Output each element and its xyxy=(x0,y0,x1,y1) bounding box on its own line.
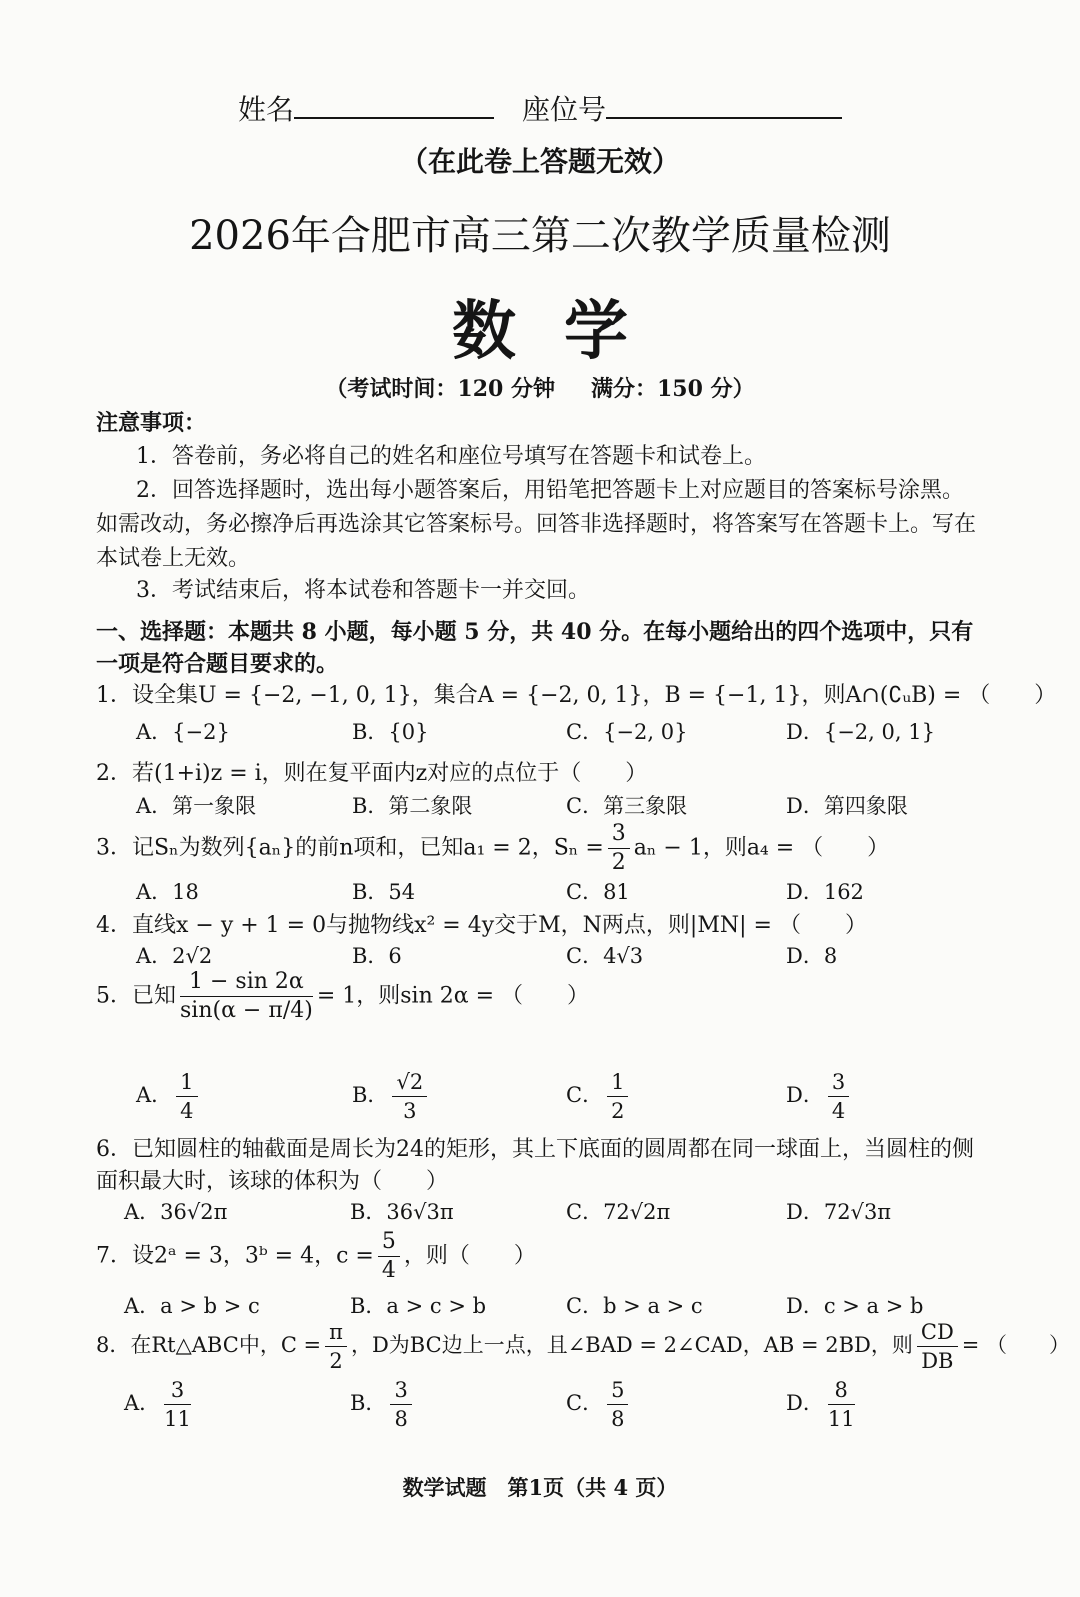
notes-heading: 注意事项： xyxy=(96,410,207,436)
note-item: 1．答卷前，务必将自己的姓名和座位号填写在答题卡和试卷上。 xyxy=(136,444,766,469)
seat-label: 座位号 xyxy=(522,93,607,126)
option-c: C．4√3 xyxy=(566,944,644,968)
fraction xyxy=(176,1068,197,1125)
fraction xyxy=(180,968,313,1025)
fraction-num: 1 xyxy=(176,1068,197,1097)
question-stem xyxy=(96,820,889,877)
fraction xyxy=(164,1376,191,1433)
option-a: A．a > b > c xyxy=(124,1294,260,1318)
fraction xyxy=(917,1318,958,1375)
option-b: B．54 xyxy=(352,880,416,904)
fraction xyxy=(828,1376,855,1433)
stem-text: ，则（ ） xyxy=(403,1243,536,1269)
fraction-den: DB xyxy=(921,1349,954,1373)
fraction xyxy=(608,820,630,877)
option-d: D．162 xyxy=(786,880,864,904)
option-b: B．第二象限 xyxy=(352,794,473,818)
fraction-num: CD xyxy=(917,1318,958,1347)
fraction-num: 3 xyxy=(164,1376,191,1405)
option-d: D．c > a > b xyxy=(786,1294,924,1318)
fraction-num: 3 xyxy=(828,1068,849,1097)
option-a: A．第一象限 xyxy=(136,794,257,818)
stem-text: 8．在Rt△ABC中，C = xyxy=(96,1333,322,1357)
option-label: B． xyxy=(352,1083,389,1107)
fraction-den: 8 xyxy=(611,1407,625,1431)
fraction-den: sin(α − π/4) xyxy=(180,998,313,1023)
stem-text: = （ ） xyxy=(961,1333,1071,1357)
option-d: D．72√3π xyxy=(786,1200,892,1224)
section-heading: 一、选择题：本题共 8 小题，每小题 5 分，共 40 分。在每小题给出的四个选项中，只有一项是符合题目要求的。 xyxy=(96,619,974,677)
fraction-den: 11 xyxy=(164,1407,191,1431)
fraction-den: 4 xyxy=(180,1099,194,1123)
option-b: B．{0} xyxy=(352,720,429,744)
exam-timing xyxy=(0,372,1080,403)
page-footer: 数学试题 第1页（共 4 页） xyxy=(402,1475,678,1500)
option-label: B． xyxy=(350,1391,387,1415)
fraction-num: 3 xyxy=(608,820,630,849)
option-a: A．18 xyxy=(136,880,199,904)
option-c: C．81 xyxy=(566,880,630,904)
option-b: B．6 xyxy=(352,944,402,968)
option-c: C．72√2π xyxy=(566,1200,671,1224)
option-c: C．b > a > c xyxy=(566,1294,703,1318)
subject-title: 数学 xyxy=(452,294,676,369)
note-item: 3．考试结束后，将本试卷和答题卡一并交回。 xyxy=(136,578,590,603)
option-c xyxy=(566,1068,632,1125)
option-label: A． xyxy=(136,1083,173,1107)
fraction-den: 11 xyxy=(827,1407,855,1431)
fraction-den: 2 xyxy=(611,1099,625,1123)
question-stem xyxy=(96,1228,536,1285)
option-b xyxy=(350,1376,416,1433)
fraction-den: 2 xyxy=(329,1349,343,1373)
option-label: D． xyxy=(786,1083,824,1107)
stem-text: 7．设2ᵃ = 3，3ᵇ = 4，c = xyxy=(96,1243,374,1269)
fraction-num: 1 xyxy=(607,1068,628,1097)
option-label: C． xyxy=(566,1083,604,1107)
option-c: C．{−2, 0} xyxy=(566,720,688,744)
stem-text: ，D为BC边上一点，且∠BAD = 2∠CAD，AB = 2BD，则 xyxy=(350,1333,913,1357)
option-a xyxy=(124,1376,195,1433)
option-label: A． xyxy=(124,1391,161,1415)
option-c: C．第三象限 xyxy=(566,794,688,818)
stem-text: 5．已知 xyxy=(96,983,176,1009)
note-item: 2．回答选择题时，选出每小题答案后，用铅笔把答题卡上对应题目的答案标号涂黑。如需改动，务必擦净后再选涂其它答案标号。回答非选择题时，将答案写在答题卡上。写在本试卷上无效。 xyxy=(96,478,977,571)
fraction-num: 3 xyxy=(390,1376,411,1405)
fraction xyxy=(390,1376,411,1433)
fraction xyxy=(325,1318,347,1375)
fraction-num: π xyxy=(325,1318,347,1347)
exam-title: 2026年合肥市高三第二次教学质量检测 xyxy=(189,213,891,259)
fraction xyxy=(828,1068,849,1125)
fraction xyxy=(607,1376,628,1433)
question-stem xyxy=(96,1318,1070,1375)
option-a: A．36√2π xyxy=(124,1200,228,1224)
fraction-num: 5 xyxy=(378,1228,400,1257)
option-d: D．8 xyxy=(786,944,838,968)
fraction xyxy=(607,1068,628,1125)
question-stem: 2．若(1+i)z = i，则在复平面内z对应的点位于（ ） xyxy=(96,761,648,786)
option-d: D．{−2, 0, 1} xyxy=(786,720,935,744)
stem-text: aₙ − 1，则a₄ = （ ） xyxy=(633,835,890,861)
question-stem xyxy=(96,968,589,1025)
fraction-num: √2 xyxy=(392,1068,427,1097)
fraction-num: 5 xyxy=(607,1376,628,1405)
fraction xyxy=(392,1068,427,1125)
option-b xyxy=(352,1068,431,1125)
time-info: （考试时间：120 分钟 xyxy=(325,376,555,402)
fraction-num: 8 xyxy=(828,1376,855,1405)
option-label: D． xyxy=(786,1391,824,1415)
name-field[interactable] xyxy=(294,91,494,119)
question-stem: 4．直线x − y + 1 = 0与抛物线x² = 4y交于M，N两点，则|MN| = （ ） xyxy=(96,913,867,938)
option-c xyxy=(566,1376,632,1433)
fraction-den: 4 xyxy=(381,1258,396,1283)
fraction-den: 2 xyxy=(611,850,626,875)
option-d xyxy=(786,1068,853,1125)
option-a xyxy=(136,1068,202,1125)
stem-text: = 1，则sin 2α = （ ） xyxy=(316,983,589,1009)
question-stem: 1．设全集U = {−2, −1, 0, 1}，集合A = {−2, 0, 1}，B = {−1, 1}，则A∩(∁ᵤB) = （ ） xyxy=(96,683,1057,708)
invalid-answer-warning: （在此卷上答题无效） xyxy=(399,145,680,178)
option-label: C． xyxy=(566,1391,604,1415)
fraction-den: 4 xyxy=(831,1099,846,1123)
fraction xyxy=(378,1228,400,1285)
option-d: D．第四象限 xyxy=(786,794,908,818)
fraction-den: 8 xyxy=(394,1407,408,1431)
fraction-num: 1 − sin 2α xyxy=(180,968,313,997)
option-b: B．a > c > b xyxy=(350,1294,487,1318)
option-d xyxy=(786,1376,859,1433)
option-a: A．2√2 xyxy=(136,944,213,968)
option-b: B．36√3π xyxy=(350,1200,454,1224)
option-a: A．{−2} xyxy=(136,720,230,744)
name-label: 姓名 xyxy=(237,93,294,126)
seat-field[interactable] xyxy=(606,91,842,119)
question-stem: 6．已知圆柱的轴截面是周长为24的矩形，其上下底面的圆周都在同一球面上，当圆柱的侧面积最大时，该球的体积为（ ） xyxy=(96,1137,974,1194)
candidate-info-row xyxy=(0,88,1080,128)
score-info: 满分：150 分） xyxy=(591,376,755,402)
fraction-den: 3 xyxy=(403,1099,417,1123)
stem-text: 3．记Sₙ为数列{aₙ}的前n项和，已知a₁ = 2，Sₙ = xyxy=(96,835,604,861)
